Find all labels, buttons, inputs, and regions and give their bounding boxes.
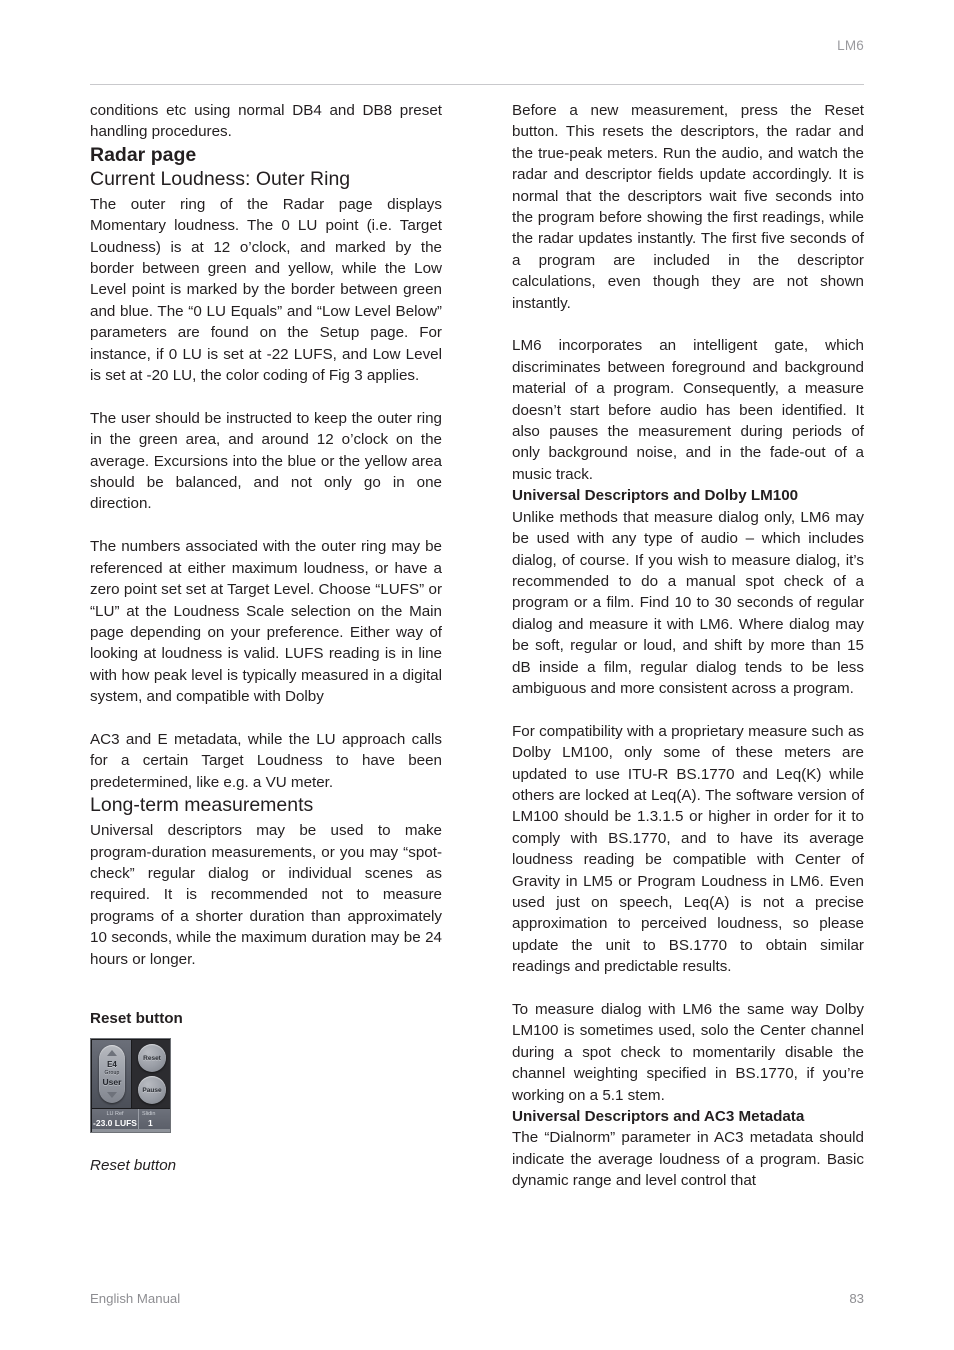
heading-universal-descriptors-ac3-metadata: Universal Descriptors and AC3 Metadata [512,1108,805,1126]
device-readout-row [92,1109,171,1131]
chevron-up-icon[interactable] [107,1050,117,1056]
header-product-title: LM6 [837,38,864,53]
left-continued-paragraph: conditions etc using normal DB4 and DB8 preset handling procedures. [90,102,442,141]
readout-sliding-label: Slidin [142,1111,156,1118]
readout-lu-ref-value: -23.0 LUFS [93,1118,137,1129]
right-paragraph-6: The “Dialnorm” parameter in AC3 metadata should indicate the average loudness of a program. Basic dynamic range and level control that [512,1129,864,1190]
device-left-panel [92,1040,131,1108]
right-column [512,100,864,1192]
right-paragraph-1: Before a new measurement, press the Reset button. This resets the descriptors, the radar and the true-peak meters. Run the audio, and watch the radar and descriptor fields update accordingly. It is normal that the descriptors wait five seconds into the program before showing the first readings, while the radar updates instantly. The first five seconds of a program are included in the descriptor calculations, even though they are not shown instantly. [512,102,864,312]
chevron-down-icon[interactable] [107,1092,117,1098]
readout-sliding-value: 1 [148,1118,153,1129]
heading-current-loudness-outer-ring: Current Loudness: Outer Ring [90,167,351,190]
heading-radar-page: Radar page [90,143,197,166]
right-paragraph-4: For compatibility with a proprietary measure such as Dolby LM100, only some of these meters are updated to use ITU-R BS.1770 and Leq(K) while others are locked at Leq(A). The software version of LM100 should be 1.3.1.5 or higher in order for it to comply with BS.1770, and to have its average loudness reading be compatible with Center of Gravity in LM5 or Program Loudness in LM6. Even used just on speech, Leq(A) is not a precise approximation to perceived loudness, so please update the unit to BS.1770 to obtain similar readings and predictable results. [512,722,864,976]
readout-lu-ref[interactable] [92,1109,139,1131]
right-paragraph-5: To measure dialog with LM6 the same way Dolby LM100 is sometimes used, solo the Center channel during a spot check to momentarily disable the channel weighting specified in BS.1770, if you’re working on a 5.1 stem. [512,1001,864,1104]
right-paragraph-2: LM6 incorporates an intelligent gate, which discriminates between foreground and background material of a program. Consequently, a measure doesn’t start before audio has been identified. It also pauses the measurement during periods of only background noise, and in the fade-out of a music track. [512,337,864,483]
left-paragraph-3: The numbers associated with the outer ring may be referenced at either maximum loudness, or have a zero point set set at Target Level. Choose “LUFS” or “LU” at the Loudness Scale selection on the Main page depending on your preference. Either way of looking at loudness is valid. LUFS reading is in line with how peak level is typically measured in a digital system, and compatible with Dolby [90,538,442,706]
device-bottom-edge [92,1129,171,1132]
knob-preset-label: E4 [107,1060,117,1070]
figure-caption: Reset button [90,1157,177,1175]
left-paragraph-1: The outer ring of the Radar page displays Momentary loudness. The 0 LU point (i.e. Target Loudness) is at 12 o’clock, and marked by the border between green and yellow, while the Low Level point is marked by the border between green and blue. The “0 LU Equals” and “Low Level Below” parameters are found on the Setup page. For instance, if 0 LU is set at -22 LUFS, and Low Level is set at -20 LU, the color coding of Fig 3 applies. [90,195,442,385]
knob-user-label: User [102,1077,122,1088]
left-paragraph-5: Universal descriptors may be used to make program-duration measurements, or you may “spot-check” regular dialog or individual scenes as required. It is recommended not to measure programs of a shorter duration than approximately 10 seconds, while the maximum duration may be 24 hours or longer. [90,822,442,968]
footer-manual-label: English Manual [90,1291,181,1306]
left-paragraph-4: AC3 and E metadata, while the LU approach calls for a certain Target Loudness to have been predetermined, like e.g. a VU meter. [90,730,442,791]
pause-button[interactable]: Pause [138,1076,166,1104]
header-divider [90,84,864,85]
heading-long-term-measurements: Long-term measurements [90,794,314,817]
reset-button[interactable]: Reset [138,1044,166,1072]
footer-page-number: 83 [849,1291,864,1306]
heading-universal-descriptors-dolby-lm100: Universal Descriptors and Dolby LM100 [512,487,799,505]
page-header [90,38,864,62]
right-paragraph-3: Unlike methods that measure dialog only, LM6 may be used with any type of audio – which includes dialog, of course. If you wish to measure dialog, it’s recommended to do a manual spot check of a program or a film. Find 10 to 30 seconds of regular dialog and measure it with LM6. Where dialog may be soft, regular or loud, and shift by more than 15 dB inside a film, regular dialog tends to be less ambiguous and more consistent across a program. [512,508,864,697]
device-screenshot [90,1038,171,1133]
readout-sliding[interactable] [139,1109,171,1131]
readout-lu-ref-label: LU Ref [106,1111,124,1118]
figure-heading: Reset button [90,1009,183,1027]
page-footer [90,1291,864,1311]
figure-reset-button [90,1008,442,1177]
knob-group-label: Group [104,1070,120,1077]
left-column [90,100,442,1177]
group-selector-knob[interactable] [99,1045,125,1103]
left-paragraph-2: The user should be instructed to keep the outer ring in the green area, and around 12 o’clock on the average. Excursions into the blue or the yellow area should be balanced, and not only go in one direction. [90,409,442,513]
